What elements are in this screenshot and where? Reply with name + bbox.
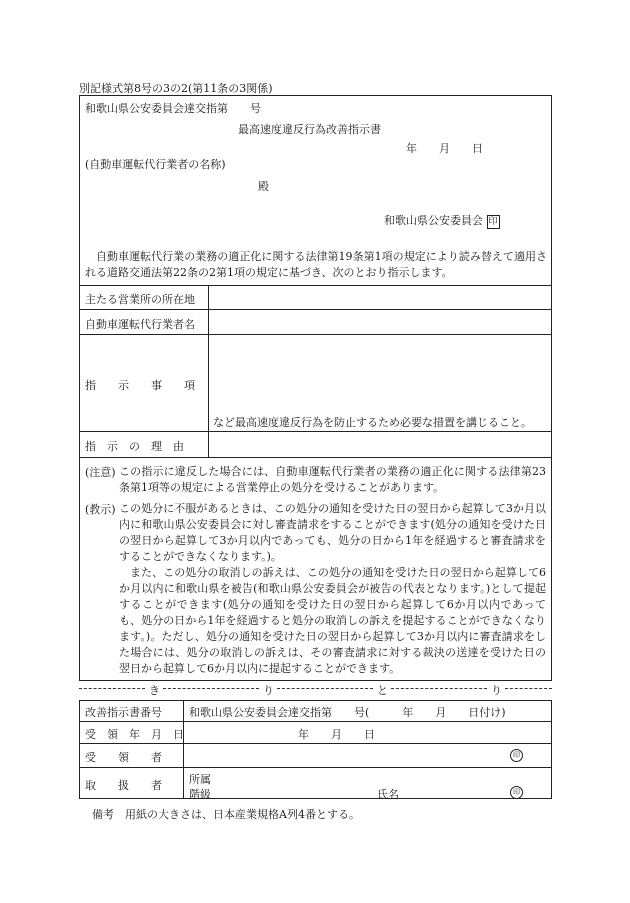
teaching-text-1: この処分に不服があるときは、この処分の通知を受けた日の翌日から起算して3か月以内に和歌山県公安委員会に対し審査請求をすることができます(処分の通知を受けた日の翌日から起算して3か月以内であっても、処分の日から1年を経過すると審査請求をすることができなくなります。)。	[119, 502, 546, 563]
form-number-note: 別記様式第8号の3の2(第11条の3関係)	[79, 82, 273, 95]
honorific: 殿	[258, 180, 269, 193]
field-label-reason: 指 示 の 理 由	[85, 440, 184, 453]
teaching-text-2: また、この処分の取消しの訴えは、この処分の通知を受けた日の翌日から起算して6か月以内に和歌山県を被告(和歌山県公安委員会が被告の代表となります。)として提起することができます(処分の通知を受けた日の翌日から起算して6か月以内であっても、処分の日から1年を経過すると処分の取消しの訴えを提起することができなくなります。)。ただし、処分の通知を受けた日の翌日から起算して3か月以内に審査請求をした場合には、処分の取消しの訴えは、その審査請求に対する裁決の送達を受けた日の翌日から起算して6か月以内に提起することができます。	[119, 566, 546, 675]
handler-affiliation-label: 所属	[189, 773, 211, 786]
receipt-label-number: 改善指示書番号	[85, 706, 162, 719]
receipt-label-handler: 取 扱 者	[85, 779, 162, 792]
receipt-divider	[183, 700, 184, 799]
cut-line-char: り	[491, 684, 502, 697]
receipt-label-date: 受 領 年 月 日	[85, 728, 184, 741]
handler-rank-label: 階級	[189, 788, 211, 801]
receipt-value-number: 和歌山県公安委員会達交指第 号( 年 月 日付け)	[189, 706, 506, 719]
document-number: 和歌山県公安委員会達交指第 号	[85, 102, 261, 115]
cut-line-char: と	[377, 684, 388, 697]
remark: 備考 用紙の大きさは、日本産業規格A列4番とする。	[92, 808, 360, 821]
field-label-instructions: 指 示 事 項	[85, 379, 195, 392]
instruction-body: 自動車運転代行業の業務の適正化に関する法律第19条第1項の規定により読み替えて適用される道路交通法第22条の2第1項の規定に基づき、次のとおり指示します。	[85, 250, 547, 279]
receipt-value-date: 年 月 日	[298, 728, 375, 741]
caution-text: この指示に違反した場合には、自動車運転代行業者の業務の適正化に関する法律第23条第1項等の規定による営業停止の処分を受けることがあります。	[119, 465, 546, 494]
field-label-office-address: 主たる営業所の所在地	[85, 293, 195, 306]
issuer-name: 和歌山県公安委員会	[384, 214, 483, 227]
teaching-label: (教示)	[85, 503, 116, 516]
handler-name-label: 氏名	[377, 788, 399, 801]
cut-line-char: き	[149, 684, 160, 697]
field-value-instructions: など最高速度違反行為を防止するため必要な措置を講じること。	[213, 416, 532, 429]
issuer	[384, 212, 500, 229]
receiver-seal-icon: 印	[510, 749, 523, 762]
field-label-operator-name: 自動車運転代行業者名	[85, 318, 195, 331]
caution-label: (注意)	[85, 466, 116, 479]
cut-line-char: り	[263, 684, 274, 697]
issue-date: 年 月 日	[406, 142, 483, 155]
recipient-label: (自動車運転代行業者の名称)	[85, 158, 226, 171]
handler-seal-icon: 印	[510, 786, 523, 799]
document-title: 最高速度違反行為改善指示書	[238, 123, 381, 136]
cut-line	[79, 682, 552, 697]
issuer-seal-icon: 印	[488, 217, 498, 227]
field-divider	[208, 285, 209, 457]
receipt-label-receiver: 受 領 者	[85, 751, 162, 764]
